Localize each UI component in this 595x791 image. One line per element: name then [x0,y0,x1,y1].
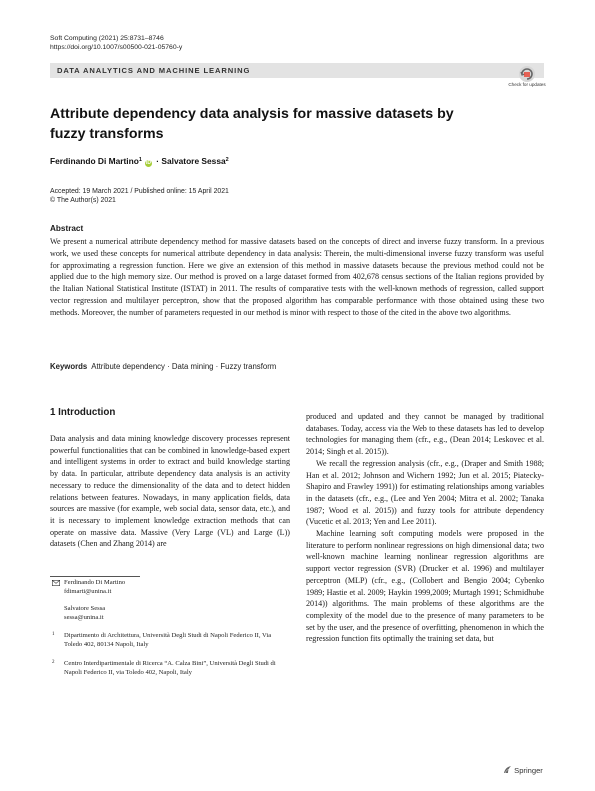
author-list [50,156,229,167]
copyright-line: © The Author(s) 2021 [50,197,116,204]
section-label: DATA ANALYTICS AND MACHINE LEARNING [57,66,251,75]
intro-paragraph: We recall the regression analysis (cfr., e.g., (Draper and Smith 1988; Han et al. 2012; Johnson and Wichern 1992; Jun et al. 2015; Piatecky-Shapiro and Frawley 1991)) for estimating relationships among variables in the datasets (cfr., e.g., (Lee and Yen 2004; Mitra et al. 2002; Tanaka 1987; Wood et al. 2015)) and fuzzy tools for attribute dependency (Vucetic et al. 2013; Yen and Lee 2011). [306,458,544,527]
keywords-text: Attribute dependency · Data mining · Fuzzy transform [91,362,277,371]
keywords-label: Keywords [50,362,88,371]
section-heading: 1 Introduction [50,407,116,418]
author-2-affiliation: 2 [225,157,229,163]
intro-left-column [50,433,290,550]
check-updates-label[interactable]: Check for updates [508,82,546,87]
journal-citation: Soft Computing (2021) 25:8731–8746 [50,35,164,42]
author-1-affiliation: 1 [138,157,142,163]
article-doi[interactable]: https://doi.org/10.1007/s00500-021-05760-y [50,44,183,51]
orcid-icon[interactable]: iD [145,160,151,166]
intro-paragraph: Machine learning soft computing models were proposed in the literature to perform nonlinear regressions on high dimensional data; two well-known machine learning nonlinear regression algorithms are support vector regression (SVR) (Drucker et al. 1996) and multilayer perceptron (MLP) (cfr., e.g., (Collobert and Bengio 2004; Cybenko 1989; Hastie et al. 2009; Haykin 1999,2009; Murtagh 1991; Schmidhube 2014)) algorithms. The main problems of these algorithms are the complexity of the model due to the presence of many parameters to be set by the user, and the presence of overfitting, phenomenon in which the regression function fits optimally the training set data, but [306,529,544,644]
springer-logo-icon [503,765,512,774]
check-for-updates-icon[interactable] [510,64,544,98]
author-1[interactable]: Ferdinando Di Martino [50,156,139,166]
footnote-divider [50,576,140,577]
intro-paragraph: produced and updated and they cannot be managed by traditional databases. Today, access via the Web to these datasets has led to develop technologies for managing them (cfr., e.g., (Dean 2014; Leskovec et al. 2014; Singh et al. 2015)). [306,412,544,457]
affiliation-2: Centro Interdipartimentale di Ricerca “A. Calza Bini”, Università Degli Studi di Napoli Federico II, via Toledo 402, Napoli, Italy [64,660,276,677]
dates-line: Accepted: 19 March 2021 / Published online: 15 April 2021 [50,188,229,195]
corr-email[interactable]: fdimarti@unina.it [64,588,112,596]
envelope-icon [52,580,60,589]
second-author-contact [64,604,105,623]
article-title: Attribute dependency data analysis for massive datasets by fuzzy transforms [50,106,454,142]
article-dates [50,187,229,205]
corr-name: Ferdinando Di Martino [64,579,126,586]
abstract-text: We present a numerical attribute dependency method for massive datasets based on the concepts of direct and inverse fuzzy transform. In a previous work, we used these concepts for numerical attribute dependency in data analysis: Therein, the multi-dimensional inverse fuzzy transform was useful for approximating a regression function. Here we give an extension of this method in massive datasets because the previous method could not be applied due to the high memory size. Our method is proved on a large dataset formed from 402,678 census sections of the Italian regions provided by the Italian National Statistical Institute (ISTAT) in 2011. The results of comparative tests with the well-known methods of regression, called support vector regression and multilayer perceptron, show that the proposed algorithm has comparable performance with those obtained using these two methods. Moreover, the number of parameters requested in our method is minor with respect to those of the cited in the above two algorithms. [50,237,544,317]
abstract-heading: Abstract [50,224,84,233]
intro-right-column [306,411,544,645]
author-separator: · [156,156,160,166]
author-2[interactable]: Salvatore Sessa [161,156,226,166]
keywords [50,362,276,371]
intro-paragraph: Data analysis and data mining knowledge discovery processes represent powerful functionalities that can be combined in knowledge-based expert and intelligent systems in order to extract and build knowledge starting by data. In particular, attribute dependency data analysis is an activity necessary to reduce the dimensionality of the data and to detect hidden relations between features. Nowadays, in many application fields, data sources are massive (for example, web social data, sensor data, etc.), and it is necessary to implement knowledge extraction methods that can operate on massive data. Massive (Very Large (VL) and Large (L)) datasets (Chen and Zhang 2014) are [50,434,290,549]
publisher-name: Springer [514,766,543,775]
affiliation-2-number: 2 [52,660,55,665]
section-bar [50,63,544,78]
author2-name: Salvatore Sessa [64,605,106,612]
affiliation-1-number: 1 [52,632,55,637]
corresponding-author [64,578,125,597]
author2-email[interactable]: sessa@unina.it [64,614,104,622]
affiliation-1: Dipartimento di Architettura, Università Degli Studi di Napoli Federico II, Via Toledo 402, 80134 Napoli, Italy [64,632,272,649]
publisher-logo [503,765,543,775]
